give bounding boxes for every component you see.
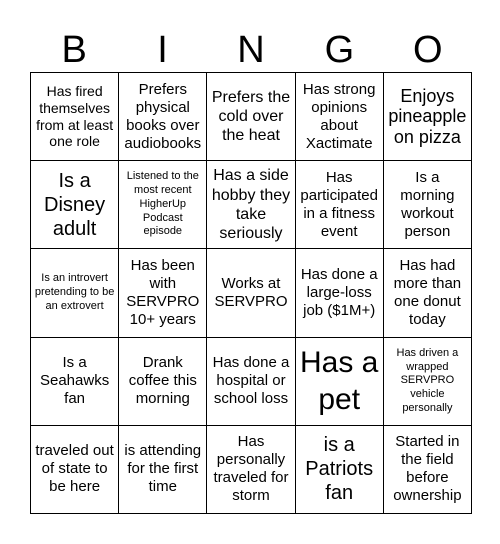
bingo-cell[interactable] [207, 338, 295, 426]
bingo-cell[interactable] [384, 73, 472, 161]
bingo-cell[interactable] [31, 426, 119, 514]
cell-text: Has driven a wrapped SERVPRO vehicle personally [396, 346, 459, 414]
cell-text: Has done a hospital or school loss [212, 354, 290, 408]
bingo-cell[interactable] [31, 161, 119, 249]
header-letter-i: I [157, 29, 168, 71]
cell-text: Has participated in a fitness event [300, 168, 378, 240]
cell-text: Has been with SERVPRO 10+ years [126, 256, 200, 328]
cell-text: Prefers physical books over audiobooks [124, 80, 202, 152]
cell-text: Is a Disney adult [44, 169, 106, 240]
bingo-cell[interactable] [207, 426, 295, 514]
bingo-cell[interactable] [119, 161, 207, 249]
cell-text: traveled out of state to be here [35, 442, 114, 496]
cell-text: Has a pet [300, 345, 379, 417]
bingo-cell[interactable] [119, 249, 207, 337]
bingo-cell[interactable] [119, 338, 207, 426]
bingo-cell[interactable] [384, 249, 472, 337]
cell-text: Drank coffee this morning [128, 354, 197, 408]
bingo-grid [30, 72, 472, 514]
header-letter-g: G [324, 29, 355, 71]
cell-text: Started in the field before ownership [393, 433, 462, 505]
cell-text: Has strong opinions about Xactimate [302, 80, 376, 152]
bingo-cell[interactable] [119, 73, 207, 161]
bingo-cell[interactable] [296, 249, 384, 337]
cell-text: Has a side hobby they take seriously [211, 167, 291, 242]
bingo-cell[interactable] [384, 161, 472, 249]
bingo-cell[interactable] [207, 161, 295, 249]
bingo-cell[interactable] [384, 426, 472, 514]
bingo-cell[interactable] [31, 249, 119, 337]
cell-text: Has fired themselves from at least one role [36, 83, 114, 150]
cell-text: Prefers the cold over the heat [211, 88, 291, 145]
bingo-cell[interactable] [296, 73, 384, 161]
bingo-cell[interactable] [31, 73, 119, 161]
cell-text: Is a morning workout person [400, 168, 455, 240]
bingo-header [30, 28, 472, 72]
cell-text: Listened to the most recent HigherUp Podcast episode [126, 170, 199, 238]
bingo-cell[interactable] [31, 338, 119, 426]
cell-text: Has done a large-loss job ($1M+) [300, 265, 378, 319]
cell-text: Is an introvert pretending to be an extrovert [34, 272, 115, 312]
bingo-cell[interactable] [296, 426, 384, 514]
bingo-cell[interactable] [207, 73, 295, 161]
bingo-cell[interactable] [296, 161, 384, 249]
bingo-cell[interactable] [207, 249, 295, 337]
cell-text: Has had more than one donut today [393, 256, 462, 328]
cell-text: Has personally traveled for storm [213, 433, 289, 505]
header-letter-n: N [237, 29, 265, 71]
cell-text: Enjoys pineapple on pizza [388, 85, 467, 147]
cell-text: Works at SERVPRO [214, 274, 288, 310]
header-letter-o: O [412, 29, 443, 71]
cell-text: is attending for the first time [124, 442, 202, 496]
bingo-cell[interactable] [296, 338, 384, 426]
header-letter-b: B [61, 29, 87, 71]
bingo-cell[interactable] [119, 426, 207, 514]
bingo-cell[interactable] [384, 338, 472, 426]
cell-text: is a Patriots fan [305, 434, 374, 505]
cell-text: Is a Seahawks fan [39, 354, 110, 408]
